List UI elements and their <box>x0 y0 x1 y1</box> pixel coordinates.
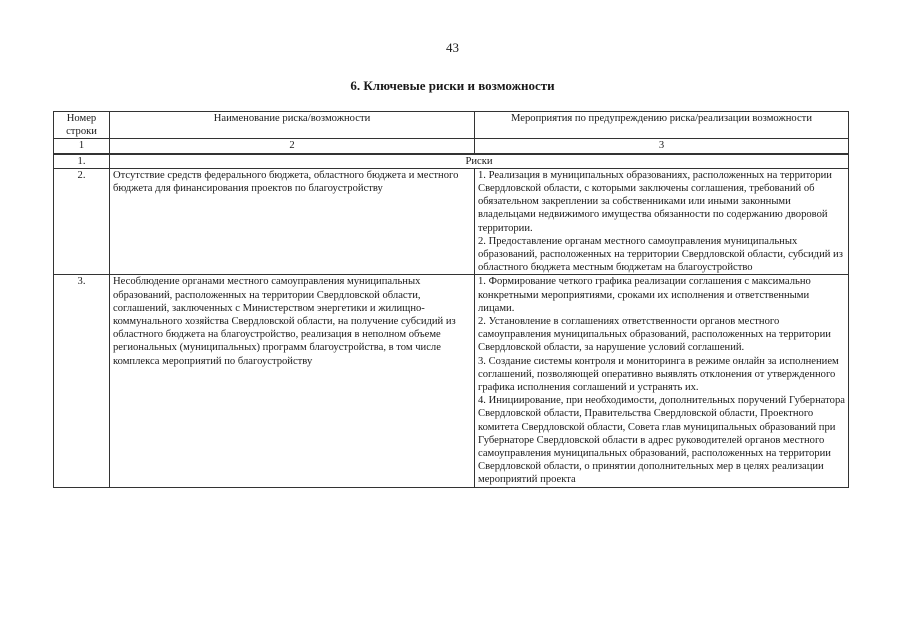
table-header-row <box>54 112 849 139</box>
measure-item: 2. Предоставление органам местного самоуправления муниципальных образований, расположенных на территории Свердловской области, субсидий из областного бюджета местным бюджетам на благоустройство <box>478 235 843 274</box>
page-number: 43 <box>446 40 459 55</box>
group-label: Риски <box>110 154 849 169</box>
table-row <box>54 154 849 169</box>
header-row-number: Номер строки <box>54 112 110 139</box>
column-number-1: 1 <box>54 139 110 154</box>
measure-item: 3. Создание системы контроля и мониторинга в режиме онлайн за исполнением соглашений, позволяющей оперативно выявлять отклонения от утвержденного графика исполнения соглашений и устранять их. <box>478 355 839 394</box>
row-number: 3. <box>54 275 110 487</box>
risk-name: Отсутствие средств федерального бюджета, областного бюджета и местного бюджета для финансирования проектов по благоустройству <box>110 168 475 275</box>
column-number-3: 3 <box>475 139 849 154</box>
table-row <box>54 275 849 487</box>
risks-table <box>53 111 849 488</box>
measure-item: 2. Установление в соглашениях ответственности органов местного самоуправления муниципальных образований, расположенных на территории Свердловской области, за нарушение условий соглашений. <box>478 316 831 354</box>
row-number: 2. <box>54 168 110 275</box>
column-numbers-row <box>54 139 849 154</box>
row-number: 1. <box>54 154 110 169</box>
header-risk-name: Наименование риска/возможности <box>110 112 475 139</box>
risk-measures <box>475 275 849 487</box>
risk-measures <box>475 168 849 275</box>
measure-item: 4. Инициирование, при необходимости, дополнительных поручений Губернатора Свердловской области, Правительства Свердловской области, Проектного комитета Свердловской области, Совета глав муниципальных образований при Губернаторе Свердловской области в адрес руководителей органов местного самоуправления муниципальных образований, расположенных на территории Свердловской области, о принятии дополнительных мер в целях реализации мероприятий проекта <box>478 395 845 486</box>
table-row <box>54 168 849 275</box>
risk-name: Несоблюдение органами местного самоуправления муниципальных образований, расположенных на территории Свердловской области, соглашений, заключенных с Министерством энергетики и жилищно-коммунального хозяйства Свердловской области, на получение субсидий из областного бюджета на благоустройство, реализация в неполном объеме региональных (муниципальных) программ благоустройства, в том числе комплекса мероприятий по благоустройству <box>110 275 475 487</box>
measure-item: 1. Формирование четкого графика реализации соглашения с максимально конкретными мероприятиями, сроками их исполнения и ответственными лицами. <box>478 276 811 314</box>
header-measures: Мероприятия по предупреждению риска/реализации возможности <box>475 112 849 139</box>
column-number-2: 2 <box>110 139 475 154</box>
measure-item: 1. Реализация в муниципальных образованиях, расположенных на территории Свердловской области, с которыми заключены соглашения, требований об обязательном закреплении за собственниками или иными законными владельцами недвижимого имущества обязанности по содержанию дворовой территории. <box>478 169 832 234</box>
section-title: 6. Ключевые риски и возможности <box>350 78 555 93</box>
